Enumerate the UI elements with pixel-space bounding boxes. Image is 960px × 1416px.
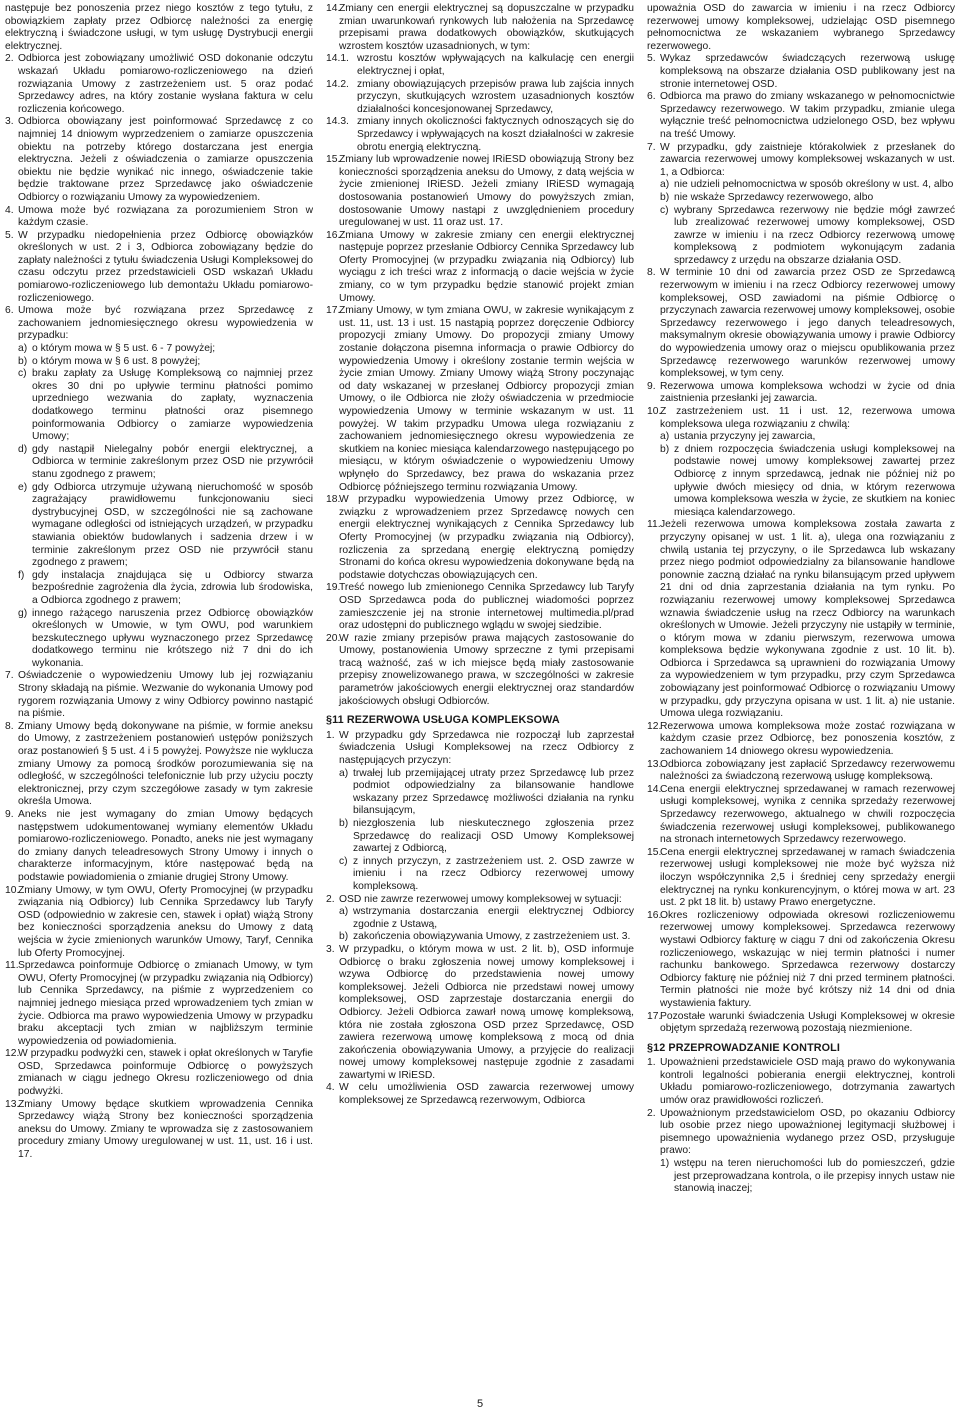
clause-text: wstępu na teren nieruchomości lub do pomieszczeń, gdzie jest przeprowadzana kontrola, o ile przepisy innych ustaw nie stanowią inaczej; bbox=[674, 1158, 955, 1195]
clause-number: 14. bbox=[326, 3, 341, 14]
clause-text: wstrzymania dostarczania energii elektrycznej Odbiorcy zgodnie z Ustawą, bbox=[353, 906, 634, 930]
clause-number: 12. bbox=[647, 720, 662, 732]
clause-text: gdy nastąpił Nielegalny pobór energii elektrycznej, a Odbiorca w terminie zakreślonym przez OSD nie przywrócił stanu zgodnego z prawem; bbox=[32, 443, 313, 480]
numbered-clause bbox=[647, 381, 955, 406]
clause-number: b) bbox=[18, 355, 28, 367]
clause-text: niezgłoszenia lub nieskutecznego zgłoszenia przez Sprzedawcę do realizacji OSD Umowy Kompleksowej zawartej z Odbiorcą, bbox=[353, 818, 634, 855]
sub-clause bbox=[647, 192, 955, 205]
clause-number: a) bbox=[660, 431, 670, 443]
numbered-clause bbox=[647, 519, 955, 721]
numbered-clause bbox=[647, 142, 955, 180]
clause-number: d) bbox=[18, 443, 28, 455]
clause-text: nie wskaże Sprzedawcy rezerwowego, albo bbox=[674, 191, 874, 203]
clause-text: z innych przyczyn, z zastrzeżeniem ust. 2. OSD zawrze w imieniu i na rzecz Odbiorcy rezerwowej umowy kompleksową. bbox=[353, 855, 634, 892]
sub-clause bbox=[5, 368, 313, 444]
clause-number: 14.2. bbox=[326, 78, 349, 90]
clause-text: z dniem rozpoczęcia świadczenia usługi kompleksowej na podstawie nowej umowy kompleksowej zawartej przez Odbiorcę z innym sprzedawcą, jednak nie później niż po upływie dwóch miesięcy od dnia, w którym rezerwowa umowa kompleksowa weszła w życie, ze skutkiem na koniec miesiąca kalendarzowego. bbox=[674, 443, 955, 518]
clause-number: b) bbox=[339, 818, 349, 829]
numbered-clause bbox=[647, 91, 955, 141]
sub-clause bbox=[326, 79, 634, 117]
sub-clause bbox=[647, 431, 955, 444]
numbered-clause bbox=[647, 847, 955, 910]
sub-clause bbox=[326, 931, 634, 944]
numbered-clause bbox=[5, 305, 313, 343]
clause-number: 17. bbox=[647, 1010, 662, 1022]
clause-number: e) bbox=[18, 481, 28, 493]
clause-text: Zmiany Umowy będące skutkiem wprowadzenia Cennika Sprzedawcy wiążą Strony bez konieczności sporządzenia aneksu do Umowy. Zmiany te wprowadza się z zastosowaniem procedury zmiany Umowy uregulowanej w ust. 11, ust. 16 i ust. 17. bbox=[18, 1098, 313, 1161]
sub-clause bbox=[647, 1158, 955, 1196]
section-heading: §12 PRZEPROWADZANIE KONTROLI bbox=[647, 1041, 840, 1054]
clause-number: 9. bbox=[647, 380, 656, 392]
numbered-clause bbox=[5, 885, 313, 961]
clause-number: 3. bbox=[326, 943, 335, 955]
numbered-clause bbox=[5, 53, 313, 116]
clause-number: 2. bbox=[326, 893, 335, 905]
sub-clause bbox=[5, 444, 313, 482]
clause-number: 6. bbox=[647, 91, 656, 103]
clause-number: a) bbox=[339, 767, 349, 779]
numbered-clause bbox=[647, 406, 955, 431]
column-left bbox=[5, 3, 313, 1388]
clause-number: 10. bbox=[5, 884, 20, 896]
numbered-clause bbox=[647, 759, 955, 784]
clause-text: Jeżeli rezerwowa umowa kompleksowa została zawarta z przyczyny opisanej w ust. 1 lit. a), ulega ona rozwiązaniu z chwilą ustania tej przyczyny, o ile Sprzedawca lub wskazany przez niego podmiot odpowiedzialny za bilansowanie handlowe ponownie zaczną działać na rynku bilansującym przed upływem 21 dni od dnia zaprzestania działania na tym rynku. Po rozwiązaniu rezerwowej umowy kompleksowej Sprzedawca wznawia świadczenie usług na rzecz Odbiorcy na warunkach określonych w Umowie. Jeżeli przyczyny nie ustąpiły w terminie, o którym mowa w zdaniu pierwszym, rezerwowa umowa kompleksowa będzie wykonywana zgodnie z ust. 10 lit. b). Odbiorca i Sprzedawca są uprawnieni do rozwiązania Umowy za wypowiedzeniem w tym przypadku, przy czym Sprzedawca zobowiązany jest poinformować Odbiorcę o rozwiązaniu Umowy w przypadku, gdy przyczyna opisana w ust. 1 lit. a) nie ustanie. Umowa ulega rozwiązaniu. bbox=[660, 519, 955, 720]
numbered-clause bbox=[5, 960, 313, 1048]
clause-number: 19. bbox=[326, 582, 341, 594]
numbered-clause bbox=[647, 910, 955, 1011]
clause-number: 8. bbox=[647, 267, 656, 279]
clause-number: 1) bbox=[660, 1158, 670, 1170]
numbered-clause bbox=[5, 670, 313, 720]
sub-clause bbox=[5, 356, 313, 369]
clause-number: 17. bbox=[326, 305, 341, 317]
clause-text: Oświadczenie o wypowiedzeniu Umowy lub jej rozwiązaniu Strony składają na piśmie. Wezwanie do wykonania Umowy pod rygorem rozwiązania Umowy z winy Odbiorcy powinno nastąpić na piśmie. bbox=[18, 670, 313, 720]
paragraph: upoważnia OSD do zawarcia w imieniu i na rzecz Odbiorcy rezerwowej umowy kompleksowej, udzielając OSD pisemnego pełnomocnictwa ze wskazaniem wybranego Sprzedawcy rezerwowego. bbox=[647, 3, 955, 52]
sub-clause bbox=[326, 116, 634, 154]
clause-text: W terminie 10 dni od zawarcia przez OSD ze Sprzedawcą rezerwowym w imieniu i na rzecz Odbiorcy rezerwowej umowy kompleksowej, OSD zawiadomi na piśmie Odbiorcę o przyczynach zawarcia rezerwowej umowy kompleksowej, osobie Sprzedawcy rezerwowego i jego danych teleadresowych, maksymalnym okresie obowiązywania umowy i prawie Odbiorcy do wypowiedzenia umowy oraz o miejscu opublikowania przez Sprzedawcę rezerwowego warunków rezerwowej umowy kompleksowej, w tym ceny. bbox=[660, 267, 955, 380]
clause-number: 5. bbox=[5, 229, 14, 241]
clause-text: W przypadku gdy Sprzedawca nie rozpoczął lub zaprzestał świadczenia Usługi Kompleksowej na rzecz Odbiorcy z następujących przyczyn: bbox=[339, 729, 634, 767]
numbered-clause bbox=[647, 267, 955, 380]
numbered-clause bbox=[647, 721, 955, 759]
clause-text: Zmiany Umowy, w tym zmiana OWU, w zakresie wynikającym z ust. 11, ust. 13 i ust. 15 nastąpią poprzez doręczenie Odbiorcy propozycji zmiany Umowy. Do propozycji zmiany Umowy zostanie dołączona pisemna informacja o prawie Odbiorcy do wypowiedzenia Umowy i określony zostanie termin wejścia w życie zmian Umowy. Zmiany Umowy wiążą Strony poczynając od daty wskazanej w przesłanej Odbiorcy propozycji zmian Umowy, o ile Odbiorca nie złoży oświadczenia w przedmiocie wypowiedzenia Umowy w terminie wskazanym w ust. 11 powyżej. W takim przypadku Umowa ulega rozwiązaniu z zachowaniem jednomiesięcznego okresu wypowiedzenia ze skutkiem na koniec miesiąca kalendarzowego następującego po miesiącu, w którym oświadczenie o wypowiedzeniu Umowy wpłynęło do Sprzedawcy, bez prawa do wskazania przez Odbiorcę późniejszego terminu rozwiązania Umowy. bbox=[339, 305, 634, 493]
numbered-clause bbox=[326, 582, 634, 632]
clause-text: W przypadku niedopełnienia przez Odbiorcę obowiązków określonych w ust. 2 i 3, Odbiorca zobowiązany będzie do zapłaty należności z tytułu świadczenia Usługi Kompleksowej do czasu odczytu przez przedstawicieli OSD wskazań Układu pomiarowo-rozliczeniowego lub demontażu Układu pomiarowo-rozliczeniowego. bbox=[18, 229, 313, 304]
paragraph: następuje bez ponoszenia przez niego kosztów z tego tytułu, z obowiązkiem zapłaty przez Odbiorcę należności za energię elektryczną i świadczone usługi, w tym usługę Dystrybucji energii elektrycznej. bbox=[5, 3, 313, 52]
clause-text: Rezerwowa umowa kompleksowa wchodzi w życie od dnia zaistnienia przesłanki jej zawarcia. bbox=[660, 380, 955, 405]
clause-text: Umowa może być rozwiązana przez Sprzedawcę z zachowaniem jednomiesięcznego okresu wypowiedzenia w przypadku: bbox=[18, 305, 313, 342]
clause-number: 18. bbox=[326, 494, 341, 506]
numbered-clause bbox=[647, 1011, 955, 1036]
numbered-clause bbox=[326, 894, 634, 907]
clause-number: 8. bbox=[5, 720, 14, 732]
clause-text: zakończenia obowiązywania Umowy, z zastrzeżeniem ust. 3. bbox=[353, 931, 631, 943]
numbered-clause bbox=[326, 633, 634, 709]
clause-number: 3. bbox=[5, 116, 14, 128]
numbered-clause bbox=[5, 205, 313, 230]
clause-text: W celu umożliwienia OSD zawarcia rezerwowej umowy kompleksowej ze Sprzedawcą rezerwowym, Odbiorca bbox=[339, 1082, 634, 1107]
numbered-clause bbox=[647, 53, 955, 91]
sub-clause bbox=[5, 570, 313, 608]
clause-number: 20. bbox=[326, 632, 341, 644]
clause-text: Odbiorca zobowiązany jest zapłacić Sprzedawcy rezerwowemu należności za świadczoną rezerwową usługę kompleksową. bbox=[660, 758, 955, 783]
clause-text: W przypadku wypowiedzenia Umowy przez Odbiorcę, w związku z wprowadzeniem przez Sprzedawcę nowych cen energii elektrycznej wynikających z Cennika Sprzedawcy lub Oferty Promocyjnej (w przypadku związania nią Odbiorcy), rozliczenia za sprzedaną energię elektryczną pomiędzy Stronami do końca okresu wypowiedzenia dokonywane będą na podstawie dotychczas obowiązujących cen. bbox=[339, 494, 634, 581]
clause-text: gdy instalacja znajdująca się u Odbiorcy stwarza bezpośrednie zagrożenia dla życia, zdrowia lub środowiska, a Odbiorca zgodnego z prawem; bbox=[32, 569, 313, 606]
clause-number: 11. bbox=[5, 960, 19, 972]
numbered-clause bbox=[5, 116, 313, 204]
sub-clause bbox=[326, 818, 634, 856]
clause-number: 16. bbox=[326, 229, 341, 241]
clause-number: 13. bbox=[647, 758, 662, 770]
sub-clause bbox=[647, 444, 955, 520]
sub-clause bbox=[326, 53, 634, 78]
numbered-clause bbox=[326, 3, 634, 53]
numbered-clause bbox=[326, 230, 634, 306]
clause-text: Odbiorca jest zobowiązany umożliwić OSD dokonanie odczytu wskazań Układu pomiarowo-rozliczeniowego na dzień rozwiązania Umowy z zastrzeżeniem ust. 5 oraz podać Sprzedawcy adres, na który zostanie wysłana faktura w celu rozliczenia końcowego. bbox=[18, 53, 313, 115]
clause-number: a) bbox=[18, 343, 28, 355]
clause-text: innego rażącego naruszenia przez Odbiorcę obowiązków określonych w Umowie, w tym OWU, pod warunkiem bezskutecznego upływu wyznaczonego przez Sprzedawcę dodatkowego terminu nie krótszego niż 7 dni do ich wykonania. bbox=[32, 607, 313, 669]
clause-text: Okres rozliczeniowy odpowiada okresowi rozliczeniowemu rezerwowej umowy kompleksowej. Sprzedawca rezerwowy wystawi Odbiorcy fakturę w ciągu 7 dni od zakończenia Okresu rozliczeniowego, wskazując w niej termin płatności i numer rachunku bankowego. Sprzedawca rezerwowy dostarczy Odbiorcy fakturę nie później niż 7 dni przed terminem płatności. Termin płatności nie może być krótszy niż 14 dni od dnia wystawienia faktury. bbox=[660, 909, 955, 1009]
clause-text: o którym mowa w § 6 ust. 8 powyżej; bbox=[32, 355, 201, 367]
clause-number: 16. bbox=[647, 909, 662, 921]
clause-number: 7. bbox=[5, 670, 14, 682]
clause-number: b) bbox=[660, 191, 670, 203]
clause-number: 12. bbox=[5, 1048, 20, 1060]
clause-number: c) bbox=[660, 204, 669, 216]
clause-text: Sprzedawca poinformuje Odbiorcę o zmianach Umowy, w tym OWU, Oferty Promocyjnej (w przypadku związania nią Odbiorcy) lub Cennika Sprzedawcy, na piśmie z wyprzedzeniem co najmniej jednego miesiąca przed wprowadzeniem tych zmian w życie. Odbiorca ma prawo wypowiedzenia Umowy w przypadku braku akceptacji tych zmian w najbliższym terminie wypowiedzenia od powiadomienia. bbox=[18, 960, 313, 1047]
clause-number: 4. bbox=[326, 1082, 335, 1094]
sub-clause bbox=[326, 768, 634, 818]
clause-text: Zmiany cen energii elektrycznej są dopuszczalne w przypadku zmian uwarunkowań rynkowych lub nałożenia na Sprzedawcę przepisami prawa dodatkowych obowiązków, skutkujących wzrostem kosztów uzasadnionych, w tym: bbox=[339, 3, 634, 52]
clause-text: Zmiany Umowy będą dokonywane na piśmie, w formie aneksu do Umowy, z zastrzeżeniem postanowień ustępów poniższych oraz postanowień § 5 ust. 4 i 5 powyżej. Powyższe nie wyklucza zmiany Umowy za pomocą środków porozumiewania się na odległość, w szczególności telefonicznie lub przy użyciu poczty elektronicznej, przy czym szczegółowe zasady w tym zakresie określa Umowa. bbox=[18, 720, 313, 808]
clause-text: trwałej lub przemijającej utraty przez Sprzedawcę lub przez podmiot odpowiedzialny za bilansowanie handlowe wskazany przez Sprzedawcę możliwości działania na rynku bilansującym, bbox=[353, 767, 634, 817]
clause-number: 2. bbox=[5, 53, 14, 65]
clause-text: Upoważnieni przedstawiciele OSD mają prawo do wykonywania kontroli legalności pobierania energii elektrycznej, kontroli Układu pomiarowo-rozliczeniowego, dotrzymania zawartych umów oraz prawidłowości rozliczeń. bbox=[660, 1057, 955, 1107]
clause-text: Cena energii elektrycznej sprzedawanej w ramach rezerwowej usługi kompleksowej, wynika z cennika sprzedaży rezerwowej Sprzedawcy rezerwowego, aktualnego w chwili rozpoczęcia świadczenia rezerwowej usługi kompleksowej, publikowanego na stronach internetowych Sprzedawcy rezerwowego. bbox=[660, 783, 955, 846]
clause-text: W razie zmiany przepisów prawa mających zastosowanie do Umowy, postanowienia Umowy sprzeczne z tymi przepisami tracą ważność, zaś w ich miejsce będą miały zastosowanie przepisy znowelizowanego prawa, w szczególności w zakresie parametrów jakościowych energii elektrycznej oraz standardów jakościowych obsługi Odbiorców. bbox=[339, 632, 634, 707]
clause-text: W przypadku podwyżki cen, stawek i opłat określonych w Taryfie OSD, Sprzedawca poinformuje Odbiorcę o powyższych zmianach w ciągu jednego Okresu rozliczeniowego od dnia podwyżki. bbox=[18, 1048, 313, 1098]
sub-clause bbox=[326, 906, 634, 931]
clause-text: OSD nie zawrze rezerwowej umowy kompleksowej w sytuacji: bbox=[339, 893, 622, 905]
clause-number: 14.1. bbox=[326, 53, 349, 65]
clause-text: Odbiorca ma prawo do zmiany wskazanego w pełnomocnictwie Sprzedawcy rezerwowego. W takim przypadku, zmianie ulega wyłącznie treść pełnomocnictwa udzielonego OSD, bez wpływu na treść Umowy. bbox=[660, 91, 955, 140]
clause-number: a) bbox=[660, 179, 670, 191]
clause-text: Aneks nie jest wymagany do zmian Umowy będących następstwem udokumentowanej wymiany elementów Układu pomiarowo-rozliczeniowego. Ponadto, aneks nie jest wymagany do zmiany danych teleadresowych Strony Umowy i innych o charakterze informacyjnym, które następować będą na podstawie powiadomienia o zmianie drugiej Strony Umowy. bbox=[18, 809, 313, 883]
clause-text: Pozostałe warunki świadczenia Usługi Kompleksowej w okresie objętym sprzedażą rezerwową pozostają niezmienione. bbox=[660, 1010, 955, 1035]
numbered-clause bbox=[5, 809, 313, 885]
sub-clause bbox=[647, 179, 955, 192]
clause-text: Zmiany Umowy, w tym OWU, Oferty Promocyjnej (w przypadku związania nią Odbiorcy) lub Cennika Sprzedawcy lub Taryfy OSD (odpowiednio w zakresie cen, stawek i opłat) wiążą Strony bez konieczności sporządzenia aneksu do Umowy z datą wejścia w życie zmienionych warunków Umowy, Taryf, Cennika lub Oferty Promocyjnej. bbox=[18, 884, 313, 959]
numbered-clause bbox=[5, 1048, 313, 1098]
sub-clause bbox=[5, 608, 313, 671]
numbered-clause bbox=[326, 494, 634, 582]
numbered-clause bbox=[326, 730, 634, 768]
numbered-clause bbox=[5, 721, 313, 809]
clause-number: 13. bbox=[5, 1098, 20, 1110]
clause-number: 14.3. bbox=[326, 116, 349, 128]
clause-number: g) bbox=[18, 607, 28, 619]
numbered-clause bbox=[326, 944, 634, 1083]
clause-text: gdy Odbiorca utrzymuje używaną nieruchomość w sposób zagrażający prawidłowemu funkcjonowaniu sieci dystrybucyjnej OSD, w szczególności nie są zachowane wymagane odległości od istniejących urządzeń, w przypadku stawiania obiektów budowlanych i sadzenia drzew i w terminie zakreślonym przez OSD nie przywrócił stanu zgodnego z prawem; bbox=[32, 481, 313, 569]
clause-number: 4. bbox=[5, 204, 14, 216]
numbered-clause bbox=[647, 1057, 955, 1107]
clause-number: 2. bbox=[647, 1107, 656, 1119]
clause-number: 10. bbox=[647, 406, 662, 417]
clause-text: Zmiany lub wprowadzenie nowej IRiESD obowiązują Strony bez konieczności sporządzenia aneksu do Umowy, z datą wejścia w życie zmienionej IRiESD. Jeżeli zmiany IRiESD wymagają dostosowania postanowień Umowy do powyższych zmian, dostosowanie Umowy nastąpi z uwzględnieniem procedury uregulowanej w ust. 11 oraz ust. 17. bbox=[339, 154, 634, 229]
clause-number: 1. bbox=[326, 729, 335, 741]
clause-number: b) bbox=[660, 443, 670, 455]
numbered-clause bbox=[326, 154, 634, 230]
numbered-clause bbox=[647, 1108, 955, 1158]
clause-text: Odbiorca obowiązany jest poinformować Sprzedawcę z co najmniej 14 dniowym wyprzedzeniem o zamiarze opuszczenia obiektu na potrzeby którego dostarczana jest energia elektryczna. Jeżeli z oświadczenia o zamiarze opuszczenia obiektu nie będzie wynikać nic innego, oświadczenie takie będzie traktowane przez Sprzedawcę jako oświadczenie Odbiorcy o rozwiązaniu Umowy za wypowiedzeniem. bbox=[18, 116, 313, 203]
clause-number: 6. bbox=[5, 305, 14, 317]
clause-text: wybrany Sprzedawca rezerwowy nie będzie mógł zawrzeć lub zrealizować rezerwowej umowy kompleksowej, OSD zawrze w imieniu i na rzecz Odbiorcy rezerwową umowę kompleksową z podmiotem wykonującym zadania sprzedawcy z urzędu na obszarze działania OSD. bbox=[674, 204, 955, 266]
column-right bbox=[647, 3, 955, 1388]
clause-number: 15. bbox=[326, 154, 341, 166]
clause-text: Upoważnionym przedstawicielom OSD, po okazaniu Odbiorcy lub osobie przez niego upoważnionej legitymacji służbowej i pisemnego upoważnienia wydanego przez OSD, przysługuje prawo: bbox=[660, 1107, 955, 1157]
clause-text: nie udzieli pełnomocnictwa w sposób określony w ust. 4, albo bbox=[674, 179, 954, 191]
clause-number: 15. bbox=[647, 846, 662, 858]
clause-text: Rezerwowa umowa kompleksowa może zostać rozwiązana w każdym czasie przez Odbiorcę, bez ponoszenia kosztów, z zachowaniem 14 dniowego okresu wypowiedzenia. bbox=[660, 720, 955, 758]
sub-clause bbox=[5, 343, 313, 356]
clause-text: zmiany obowiązujących przepisów prawa lub zajścia innych przyczyn, skutkujących wzrostem uzasadnionych kosztów działalności koncesjonowanej Sprzedawcy, bbox=[357, 78, 634, 115]
clause-number: f) bbox=[18, 569, 25, 581]
clause-text: ustania przyczyny jej zawarcia, bbox=[674, 431, 816, 443]
sub-clause bbox=[5, 482, 313, 570]
clause-number: c) bbox=[18, 368, 27, 380]
clause-number: c) bbox=[339, 855, 348, 867]
clause-text: Zmiana Umowy w zakresie zmiany cen energii elektrycznej następuje poprzez przesłanie Odbiorcy Cennika Sprzedawcy lub Oferty Promocyjnej (w przypadku związania nią Odbiorcy) lub wyciągu z ich treści wraz z informacją o dacie wejścia w życie zmiany, co w tym przypadku będzie stanowić projekt zmian Umowy. bbox=[339, 229, 634, 304]
sub-clause bbox=[326, 856, 634, 894]
clause-number: 7. bbox=[647, 141, 656, 153]
page-number: 5 bbox=[476, 1398, 484, 1410]
clause-text: wzrostu kosztów wpływających na kalkulację cen energii elektrycznej i opłat, bbox=[357, 53, 634, 77]
clause-number: 1. bbox=[647, 1057, 656, 1069]
clause-number: 11. bbox=[647, 519, 661, 531]
clause-number: b) bbox=[339, 931, 349, 943]
clause-text: braku zapłaty za Usługę Kompleksową co najmniej przez okres 30 dni po upływie terminu płatności pomimo uprzedniego wezwania do zapłaty, wyznaczenia dodatkowego terminu płatności oraz pisemnego poinformowania Odbiorcy o zamiarze wypowiedzenia Umowy; bbox=[32, 368, 313, 443]
numbered-clause bbox=[5, 230, 313, 306]
clause-text: zmiany innych okoliczności faktycznych odnoszących się do Sprzedawcy i wpływających na koszt działalności w zakresie obrotu energią elektryczną. bbox=[357, 116, 634, 153]
clause-number: 9. bbox=[5, 809, 14, 820]
clause-text: o którym mowa w § 5 ust. 6 - 7 powyżej; bbox=[32, 343, 216, 355]
clause-text: Z zastrzeżeniem ust. 11 i ust. 12, rezerwowa umowa kompleksowa ulega rozwiązaniu z chwilą: bbox=[660, 406, 955, 430]
section-heading: §11 REZERWOWA USŁUGA KOMPLEKSOWA bbox=[326, 714, 560, 727]
clause-text: Treść nowego lub zmienionego Cennika Sprzedawcy lub Taryfy OSD Sprzedawca poda do publicznej wiadomości poprzez zamieszczenie jej na stronie internetowej multimedia.pl/prad oraz udostępni do publicznego wglądu w swojej siedzibie. bbox=[339, 582, 634, 632]
sub-clause bbox=[647, 205, 955, 268]
clause-number: 5. bbox=[647, 53, 656, 65]
clause-text: Umowa może być rozwiązana za porozumieniem Stron w każdym czasie. bbox=[18, 204, 313, 229]
column-middle bbox=[326, 3, 634, 1388]
clause-number: a) bbox=[339, 906, 349, 918]
clause-text: W przypadku, o którym mowa w ust. 2 lit. b), OSD informuje Odbiorcę o braku zgłoszenia nowej umowy kompleksowej i wzywa Odbiorcę do przedstawienia nowej umowy kompleksowej. Jeżeli Odbiorca nie przedstawi nowej umowy kompleksowej, OSD zaprzestaje dostarczania energii do Odbiorcy. Jeżeli Odbiorca zawarł nową umowę kompleksową, która nie została zgłoszona OSD przez Sprzedawcę, OSD zawiera rezerwową umowę kompleksową z mocą od dnia zakończenia obowiązywania Umowy, a przyjęcie do realizacji nowej umowy kompleksowej następuje zgodnie z zasadami zawartymi w IRiESD. bbox=[339, 943, 634, 1081]
clause-text: W przypadku, gdy zaistnieje którakolwiek z przesłanek do zawarcia rezerwowej umowy kompleksowej wskazanych w ust. 1, a Odbiorca: bbox=[660, 141, 955, 178]
numbered-clause bbox=[647, 784, 955, 847]
clause-number: 14. bbox=[647, 783, 662, 795]
clause-text: Cena energii elektrycznej sprzedawanej w ramach świadczenia rezerwowej usługi kompleksowej nie może być wyższa niż iloczyn współczynnika 2,5 i średniej ceny sprzedaży energii elektrycznej na rynku konkurencyjnym, o której mowa w art. 23 ust. 2 pkt 18 lit. b) ustawy Prawo energetyczne. bbox=[660, 846, 955, 909]
numbered-clause bbox=[5, 1099, 313, 1162]
numbered-clause bbox=[326, 1082, 634, 1107]
clause-text: Wykaz sprzedawców świadczących rezerwową usługę kompleksową na obszarze działania OSD publikowany jest na stronie internetowej OSD. bbox=[660, 53, 955, 90]
numbered-clause bbox=[326, 305, 634, 494]
